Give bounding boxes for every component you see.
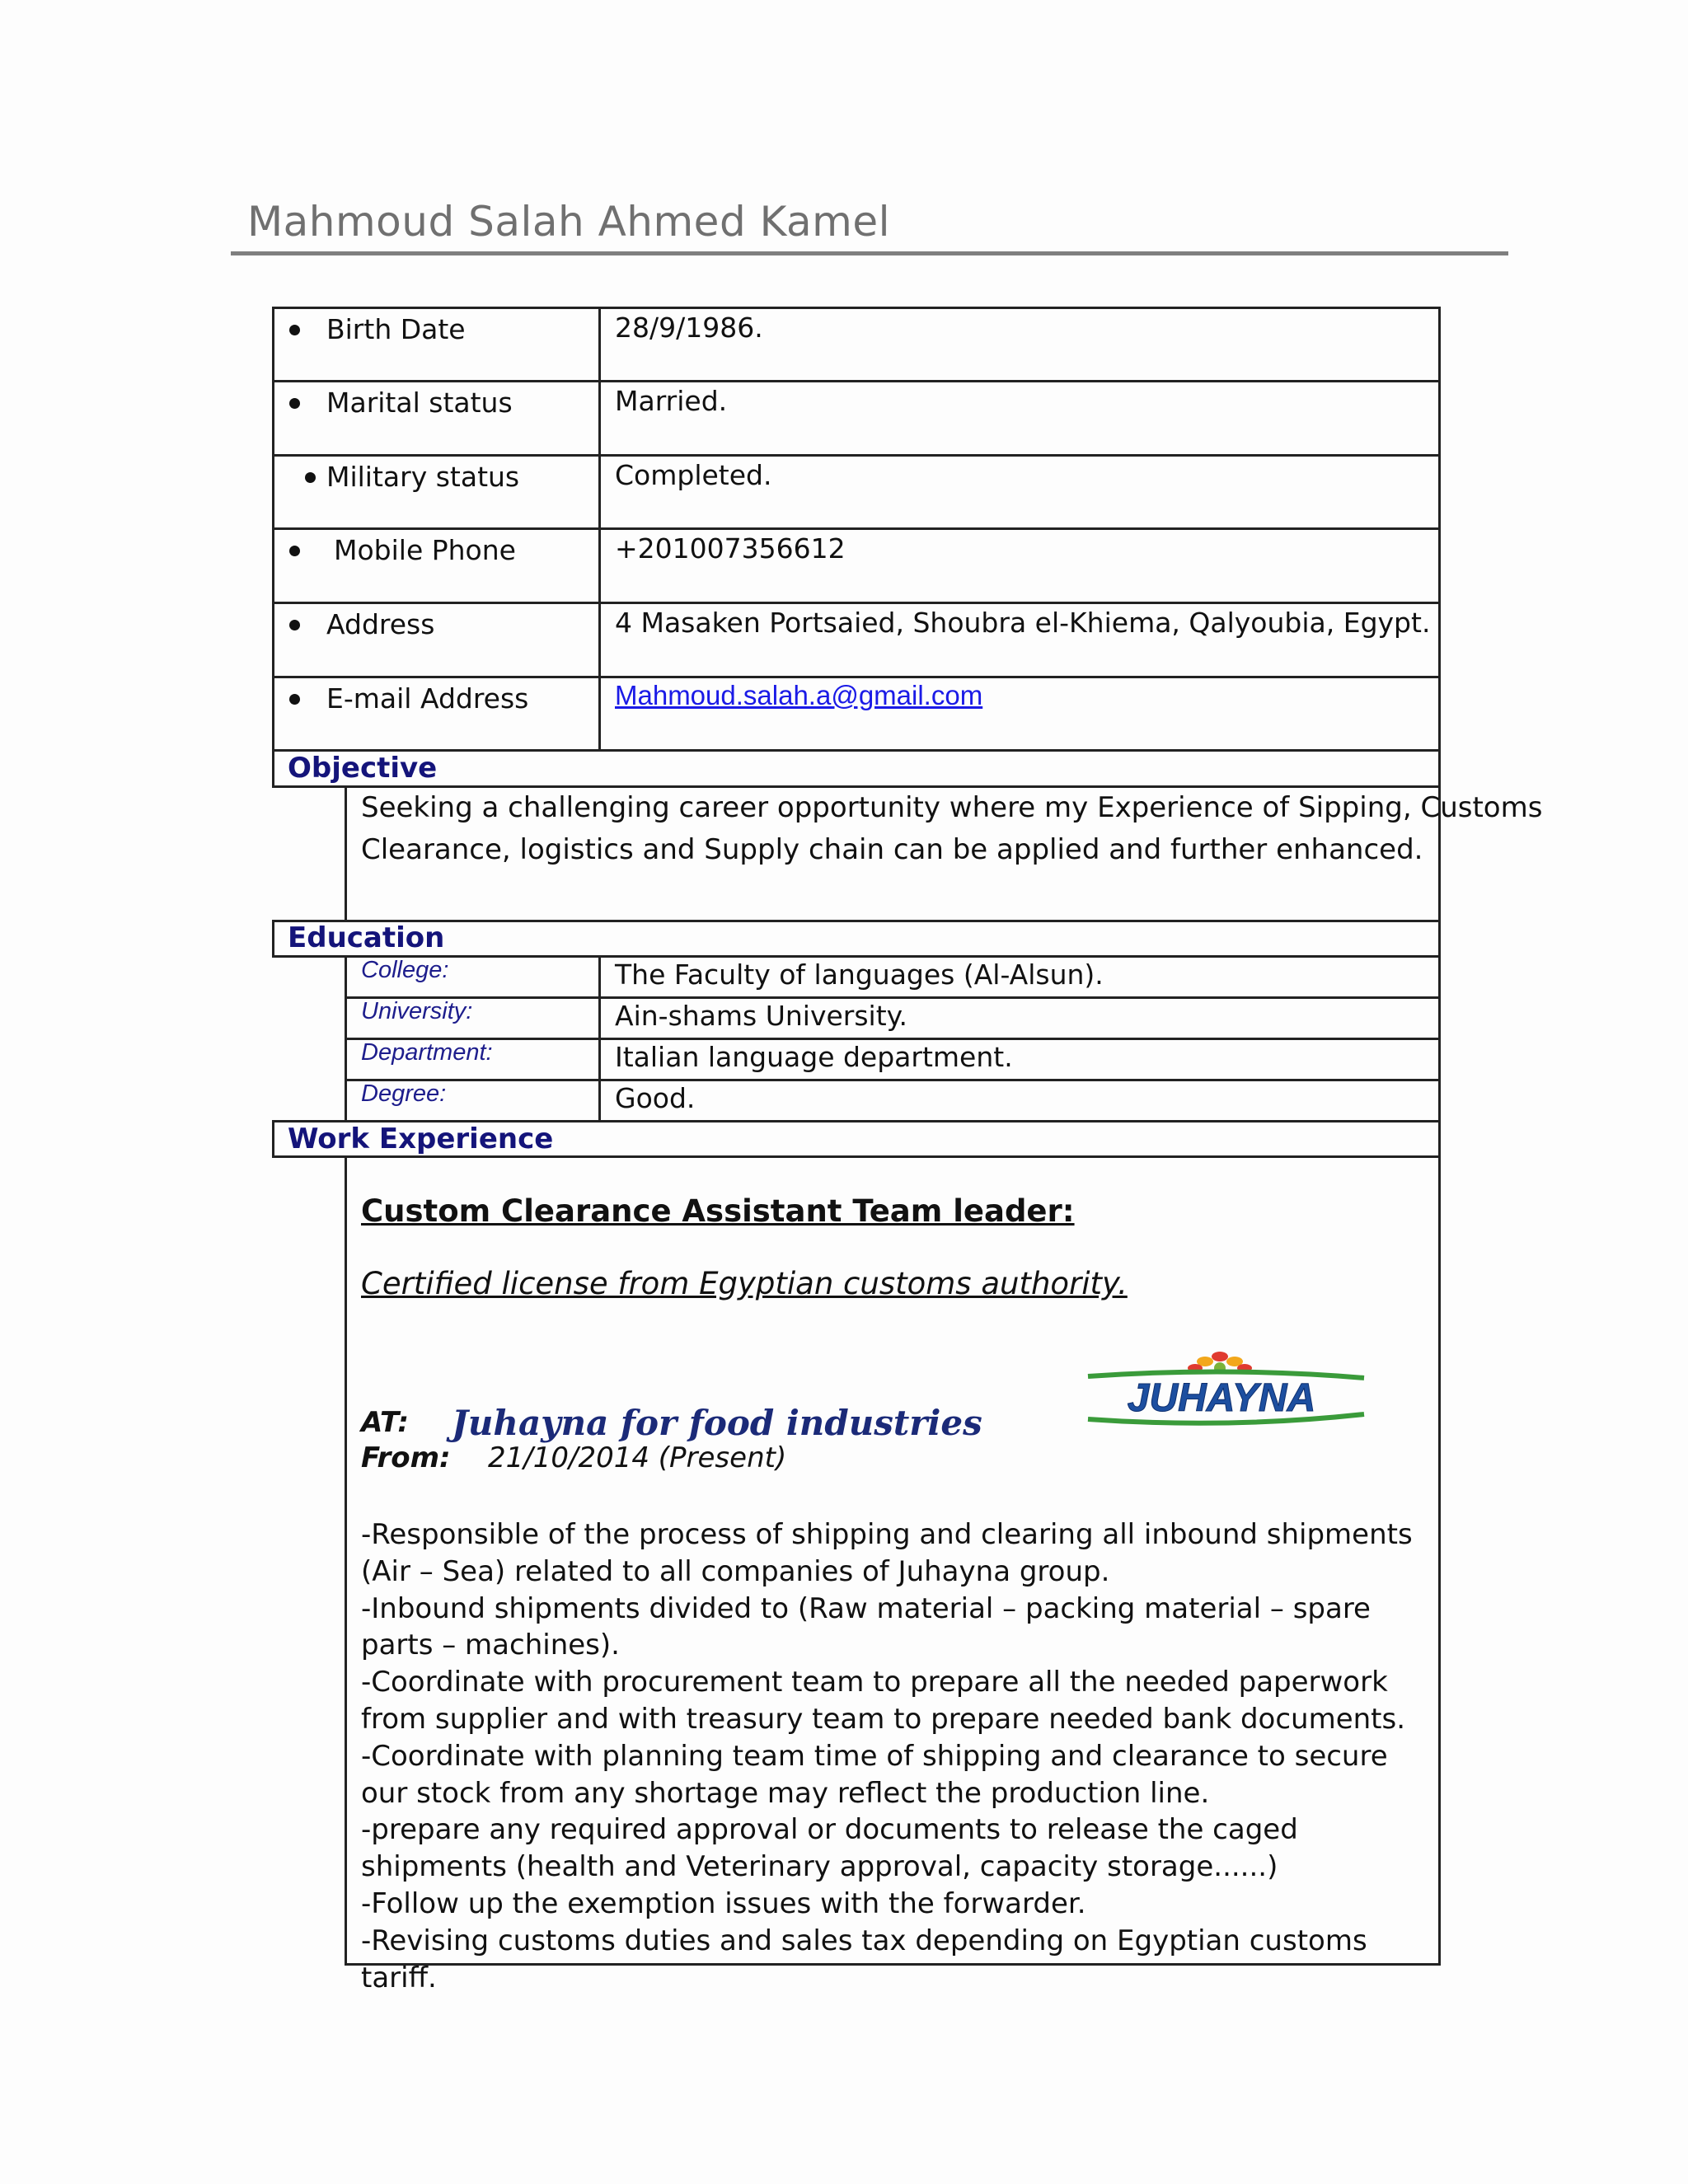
list-item: -Coordinate with procurement team to prepare all the needed paperwork from supplier and with treasury team to prepare needed bank documents.	[361, 1666, 1406, 1736]
bullet-icon	[289, 694, 300, 705]
college-value: The Faculty of languages (Al-Alsun).	[615, 958, 1104, 991]
university-label: University:	[361, 998, 473, 1024]
list-item: -Inbound shipments divided to (Raw material – packing material – spare parts – machines).	[361, 1591, 1371, 1662]
list-item: -prepare any required approval or documents to release the caged shipments (health and Veterinary approval, capacity storage......)	[361, 1813, 1298, 1884]
objective-line-2: Clearance, logistics and Supply chain can be applied and further enhanced.	[361, 833, 1423, 866]
job-certification: Certified license from Egyptian customs authority.	[361, 1266, 1128, 1301]
university-value: Ain-shams University.	[615, 1000, 907, 1032]
bullet-icon	[289, 620, 300, 630]
college-label: College:	[361, 957, 449, 983]
department-label: Department:	[361, 1039, 493, 1066]
list-item: -Coordinate with planning team time of shipping and clearance to secure our stock from any shortage may reflect the production line.	[361, 1739, 1388, 1810]
bullet-icon	[289, 325, 300, 335]
military-status-value: Completed.	[615, 459, 772, 491]
bullet-icon	[289, 398, 300, 409]
marital-status-label: Marital status	[326, 387, 513, 419]
list-item: -Follow up the exemption issues with the forwarder.	[361, 1886, 1086, 1920]
birth-date-value: 28/9/1986.	[615, 312, 763, 344]
email-label: E-mail Address	[326, 682, 529, 715]
department-value: Italian language department.	[615, 1041, 1013, 1073]
birth-date-label: Birth Date	[326, 313, 466, 345]
mobile-phone-value: +201007356612	[615, 532, 846, 565]
list-item: -Responsible of the process of shipping and clearing all inbound shipments (Air – Sea) related to all companies of Juhayna group.	[361, 1518, 1413, 1588]
bullet-icon	[289, 546, 300, 556]
objective-heading: Objective	[288, 752, 438, 785]
from-label: From:	[361, 1441, 451, 1474]
address-label: Address	[326, 608, 435, 640]
degree-label: Degree:	[361, 1080, 447, 1107]
juhayna-logo	[1080, 1343, 1372, 1430]
from-date: 21/10/2014 (Present)	[488, 1441, 787, 1474]
at-label: AT:	[361, 1406, 409, 1439]
email-link[interactable]: Mahmoud.salah.a@gmail.com	[615, 680, 983, 710]
education-heading: Education	[288, 921, 445, 954]
work-heading: Work Experience	[288, 1122, 554, 1155]
list-item: -Revising customs duties and sales tax depending on Egyptian customs tariff.	[361, 1924, 1367, 1994]
svg-text:JUHAYNA: JUHAYNA	[1127, 1376, 1316, 1420]
company-name: Juhayna for food industries	[452, 1403, 982, 1443]
marital-status-value: Married.	[615, 385, 728, 417]
page-title: Mahmoud Salah Ahmed Kamel	[247, 198, 890, 246]
title-divider	[231, 251, 1508, 255]
degree-value: Good.	[615, 1082, 696, 1114]
objective-line-1: Seeking a challenging career opportunity where my Experience of Sipping, Customs	[361, 791, 1543, 824]
bullet-icon	[305, 472, 316, 483]
job-title: Custom Clearance Assistant Team leader:	[361, 1193, 1075, 1229]
mobile-phone-label: Mobile Phone	[334, 534, 516, 566]
duties-list	[361, 1516, 1432, 1996]
address-value: 4 Masaken Portsaied, Shoubra el-Khiema, Qalyoubia, Egypt.	[615, 607, 1431, 639]
military-status-label: Military status	[326, 461, 520, 493]
